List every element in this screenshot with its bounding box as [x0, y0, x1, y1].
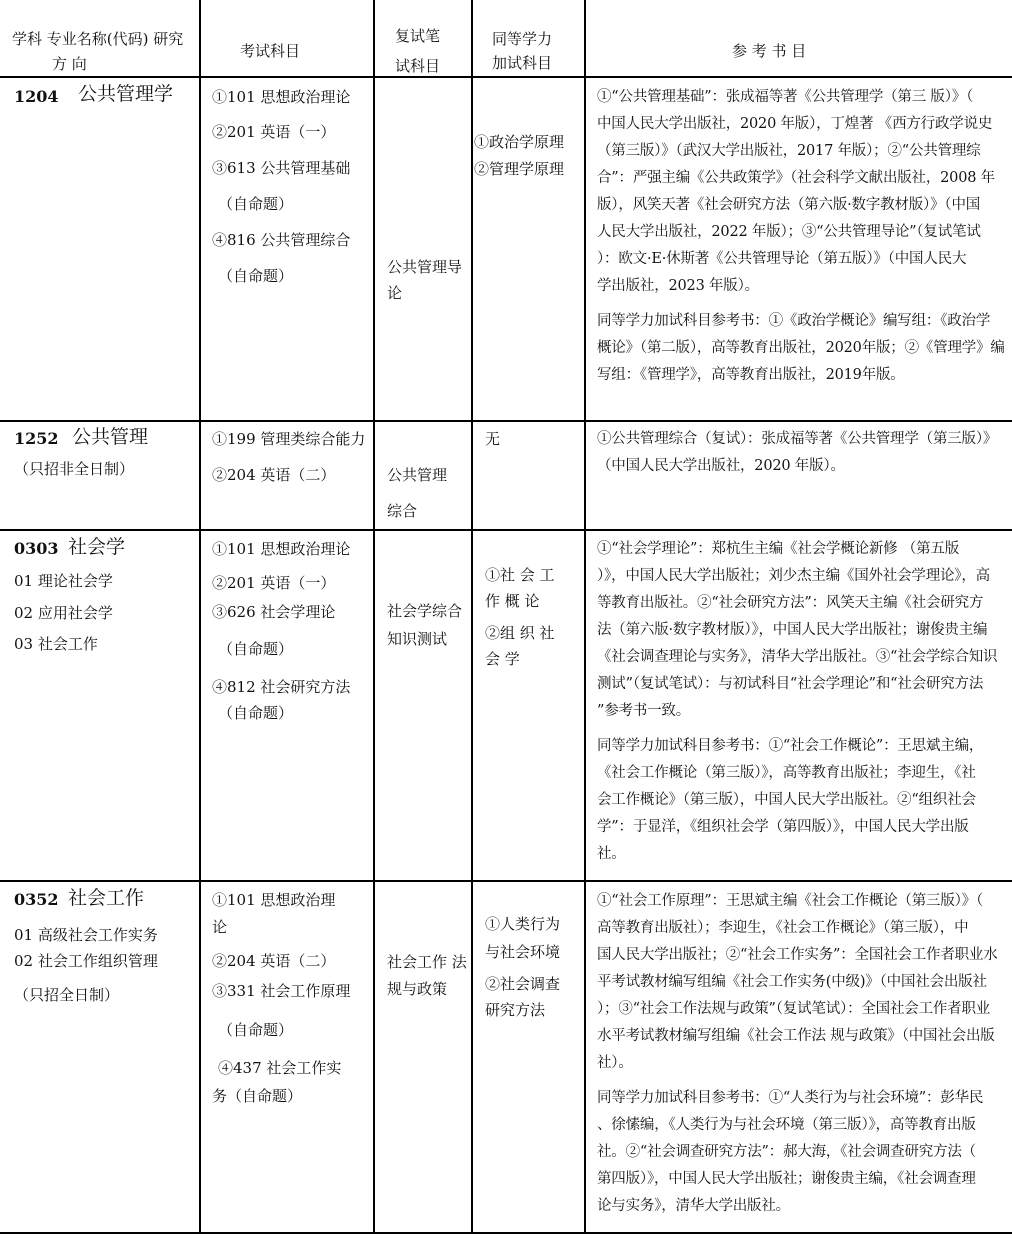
- column-divider: [373, 0, 375, 1234]
- exam-subject: ①199 管理类综合能力: [212, 430, 366, 448]
- reference-line: ①公共管理综合（复试）：张成福等著《公共管理学（第三版）》: [597, 431, 998, 447]
- reference-line: 人民大学出版社，2022 年版）；③“公共管理导论”（复试笔试: [597, 224, 981, 240]
- reference-line: 概论》（第二版），高等教育出版社，2020年版；②《管理学》编: [597, 340, 1005, 356]
- reference-line: 《社会工作概论（第三版）》，高等教育出版社；李迎生，《社: [597, 765, 976, 781]
- exam-subject: 务（自命题）: [212, 1087, 303, 1105]
- retest-subject: 公共管理: [387, 466, 448, 484]
- exam-subject: ②204 英语（二）: [212, 466, 336, 484]
- reference-line: 论与实务》，清华大学出版社。: [597, 1198, 790, 1214]
- reference-books: [597, 536, 1010, 868]
- major-code: 0352: [14, 890, 59, 909]
- reference-line: 合”：严强主编《公共政策学》（社会科学文献出版社，2008 年: [597, 170, 995, 186]
- research-direction: 02 社会工作组织管理: [14, 952, 158, 970]
- reference-line: 写组：《管理学》，高等教育出版社，2019年版。: [597, 367, 905, 383]
- extra-subject: ②管理学原理: [474, 160, 565, 178]
- reference-line: 社。: [597, 846, 626, 862]
- reference-line: 测试”（复试笔试）：与初试科目“社会学理论”和“社会研究方法: [597, 676, 984, 692]
- reference-line: 会工作概论》（第三版），中国人民大学出版社。②“组织社会: [597, 792, 976, 808]
- reference-books: [597, 888, 1010, 1220]
- major-name: 公共管理学: [78, 83, 174, 105]
- major-name: 社会学: [68, 536, 126, 558]
- header-extra-line1: 同等学力: [492, 30, 553, 48]
- reference-line: 版），风笑天著《社会研究方法（第六版·数字教材版）》（中国: [597, 197, 981, 213]
- exam-subject: ③331 社会工作原理: [212, 982, 351, 1000]
- reference-line: 高等教育出版社）；李迎生，《社会工作概论》（第三版），中: [597, 920, 969, 936]
- enrollment-note: （只招非全日制）: [14, 460, 135, 478]
- retest-subject: 规与政策: [387, 980, 448, 998]
- extra-subject: 会 学: [485, 650, 520, 668]
- research-direction: 01 高级社会工作实务: [14, 926, 158, 944]
- exam-subject: （自命题）: [218, 1021, 294, 1039]
- header-exam-subjects: 考试科目: [240, 42, 301, 60]
- extra-subject: ①社 会 工: [485, 566, 555, 584]
- extra-subject: ②社会调查: [485, 975, 561, 993]
- reference-line: 平考试教材编写组编《社会工作实务(中级)》（中国社会出版社: [597, 974, 987, 990]
- extra-subject: ①政治学原理: [474, 133, 565, 151]
- extra-subject: 无: [485, 430, 501, 448]
- exam-subject: （自命题）: [218, 195, 294, 213]
- reference-line: 中国人民大学出版社，2020 年版），丁煌著 《西方行政学说史: [597, 116, 993, 132]
- reference-line: 学出版社，2023 年版）。: [597, 278, 759, 294]
- exam-subject: ①101 思想政治理: [212, 891, 336, 909]
- reference-line: 、徐愫编，《人类行为与社会环境（第三版）》，高等教育出版: [597, 1117, 976, 1133]
- reference-line: 国人民大学出版社；②“社会工作实务”：全国社会工作者职业水: [597, 947, 998, 963]
- research-direction: 01 理论社会学: [14, 572, 113, 590]
- header-major: 学科 专业名称(代码) 研究: [12, 30, 184, 48]
- reference-line: 第四版）》，中国人民大学出版社；谢俊贵主编，《社会调查理: [597, 1171, 976, 1187]
- reference-line: 等教育出版社。②“社会研究方法”：风笑天主编《社会研究方: [597, 595, 984, 611]
- row-divider: [0, 529, 1012, 531]
- exam-subject: ③613 公共管理基础: [212, 159, 351, 177]
- reference-line: （中国人民大学出版社，2020 年版）。: [597, 458, 845, 474]
- header-extra-line2: 加试科目: [492, 54, 553, 72]
- major-code: 1252: [14, 429, 59, 448]
- exam-subject: ②204 英语（二）: [212, 952, 336, 970]
- retest-subject: 社会学综合: [387, 602, 463, 620]
- reference-line: ）》，中国人民大学出版社；刘少杰主编《国外社会学理论》，高: [597, 568, 990, 584]
- reference-line: 《社会调查理论与实务》，清华大学出版社。③“社会学综合知识: [597, 649, 998, 665]
- reference-books: [597, 84, 1010, 389]
- retest-subject: 论: [387, 284, 403, 302]
- exam-subject: ②201 英语（一）: [212, 123, 336, 141]
- exam-subject: ③626 社会学理论: [212, 603, 336, 621]
- major-code: 1204: [14, 87, 59, 106]
- reference-line: 学”：于显洋，《组织社会学（第四版）》，中国人民大学出版: [597, 819, 969, 835]
- header-references: 参 考 书 目: [732, 42, 807, 60]
- reference-line: （第三版）》（武汉大学出版社，2017 年版）；②“公共管理综: [597, 143, 981, 159]
- row-divider: [0, 420, 1012, 422]
- reference-line: 社。②“社会调查研究方法”：郝大海，《社会调查研究方法（: [597, 1144, 976, 1160]
- retest-subject: 公共管理导: [387, 258, 463, 276]
- exam-subject: （自命题）: [218, 704, 294, 722]
- extra-subject: 作 概 论: [485, 592, 540, 610]
- reference-line: 社）。: [597, 1055, 633, 1071]
- reference-line: 同等学力加试科目参考书：①“社会工作概论”：王思斌主编，: [597, 738, 984, 754]
- major-name: 公共管理: [72, 426, 149, 448]
- exam-subject: ④812 社会研究方法: [212, 678, 351, 696]
- exam-subject: （自命题）: [218, 640, 294, 658]
- header-retest-line1: 复试笔: [395, 27, 441, 45]
- column-divider: [584, 0, 586, 1234]
- extra-subject: 研究方法: [485, 1001, 546, 1019]
- extra-subject: ②组 织 社: [485, 624, 555, 642]
- reference-line: ①“公共管理基础”：张成福等著《公共管理学（第三 版）》（: [597, 89, 974, 105]
- column-divider: [471, 0, 473, 1234]
- exam-subject: ④816 公共管理综合: [212, 231, 351, 249]
- reference-line: ）；③“社会工作法规与政策”（复试笔试）：全国社会工作者职业: [597, 1001, 991, 1017]
- research-direction: 02 应用社会学: [14, 604, 113, 622]
- exam-subject: （自命题）: [218, 267, 294, 285]
- enrollment-note: （只招全日制）: [14, 986, 120, 1004]
- major-code: 0303: [14, 539, 59, 558]
- header-retest-line2: 试科目: [395, 57, 441, 75]
- row-divider: [0, 76, 1012, 78]
- row-divider: [0, 1232, 1012, 1234]
- extra-subject: 与社会环境: [485, 943, 561, 961]
- research-direction: 03 社会工作: [14, 635, 98, 653]
- reference-line: 水平考试教材编写组编《社会工作法 规与政策》（中国社会出版: [597, 1028, 995, 1044]
- exam-subject: 论: [212, 918, 228, 936]
- reference-line: ①“社会工作原理”：王思斌主编《社会工作概论（第三版）》（: [597, 893, 984, 909]
- reference-line: ）：欧文·E·休斯著《公共管理导论（第五版）》（中国人民大: [597, 251, 967, 267]
- header-direction: 方 向: [52, 55, 87, 73]
- retest-subject: 综合: [387, 502, 418, 520]
- major-name: 社会工作: [68, 887, 145, 909]
- reference-line: 法（第六版·数字教材版）》，中国人民大学出版社；谢俊贵主编: [597, 622, 988, 638]
- reference-line: ①“社会学理论”：郑杭生主编《社会学概论新修 （第五版: [597, 541, 960, 557]
- exam-subject: ②201 英语（一）: [212, 574, 336, 592]
- exam-subject: ①101 思想政治理论: [212, 88, 351, 106]
- reference-line: 同等学力加试科目参考书：①“人类行为与社会环境”：彭华民: [597, 1090, 984, 1106]
- retest-subject: 社会工作 法: [387, 953, 467, 971]
- row-divider: [0, 880, 1012, 882]
- retest-subject: 知识测试: [387, 630, 448, 648]
- extra-subject: ①人类行为: [485, 915, 561, 933]
- reference-line: ”参考书一致。: [597, 703, 691, 719]
- reference-books: [597, 426, 1010, 480]
- exam-subject: ①101 思想政治理论: [212, 540, 351, 558]
- exam-subject: ④437 社会工作实: [218, 1059, 342, 1077]
- column-divider: [199, 0, 201, 1234]
- reference-line: 同等学力加试科目参考书：①《政治学概论》编写组：《政治学: [597, 313, 991, 329]
